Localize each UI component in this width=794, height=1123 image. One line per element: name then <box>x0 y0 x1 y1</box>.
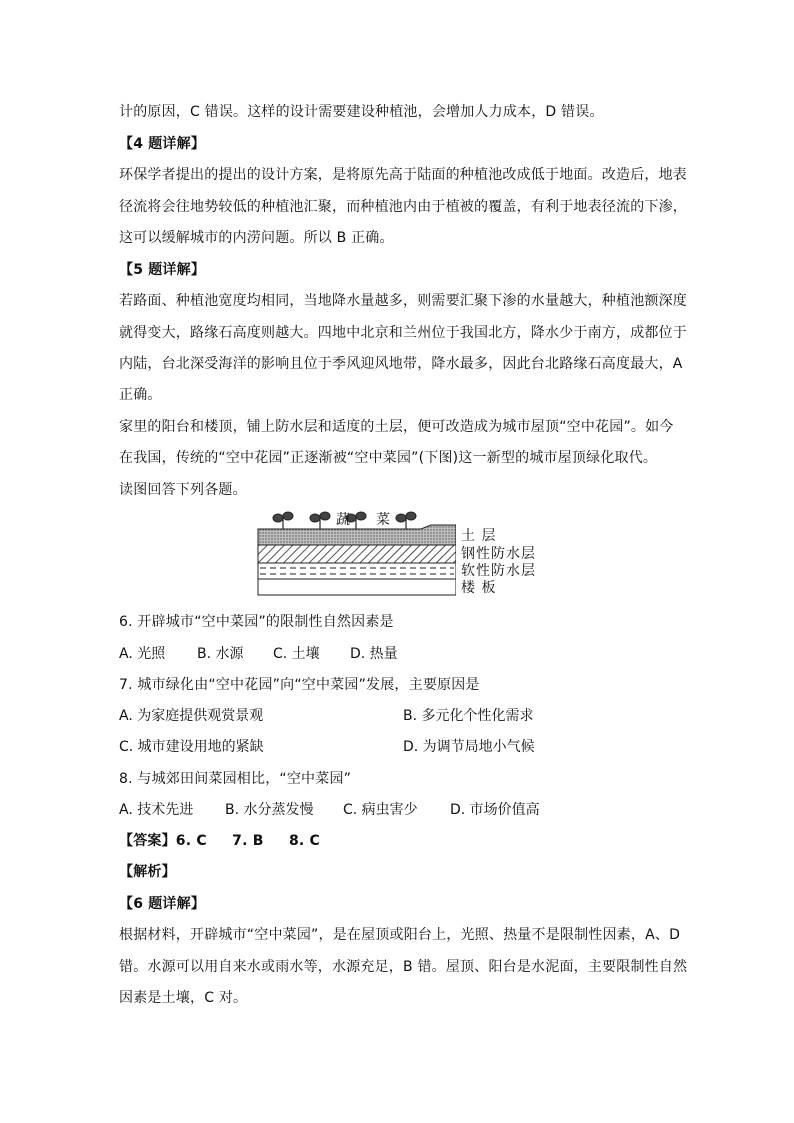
option-6d: D. 热量 <box>350 646 398 662</box>
paragraph-line: 错。水源可以用自来水或雨水等，水源充足，B 错。屋顶、阳台是水泥面，主要限制性自然 <box>119 959 688 975</box>
plant-icon <box>396 512 416 529</box>
rigid-waterproof-layer <box>258 545 456 563</box>
paragraph-line: 在我国，传统的“空中花园”正逐渐被“空中菜园”(下图)这一新型的城市屋顶绿化取代。 <box>119 450 658 466</box>
option-7b: B. 多元化个性化需求 <box>403 708 534 724</box>
layer-label-rigid: 钢性防水层 <box>461 546 536 562</box>
analysis-heading: 【解析】 <box>119 864 176 880</box>
paragraph-line: 若路面、种植池宽度均相同，当地降水量越多，则需要汇聚下渗的水量越大，种植池额深度 <box>119 293 687 309</box>
soil-layer <box>258 525 456 545</box>
veg-label: 蔬 <box>336 512 350 528</box>
paragraph-line: 计的原因，C 错误。这样的设计需要建设种植池，会增加人力成本，D 错误。 <box>119 104 604 120</box>
layer-label-soft: 软性防水层 <box>461 563 536 579</box>
option-8b: B. 水分蒸发慢 <box>225 802 314 818</box>
floor-slab-layer <box>258 579 456 595</box>
paragraph-line: 正确。 <box>119 387 162 403</box>
rooftop-garden-figure <box>256 505 538 597</box>
paragraph-line: 内陆，台北深受海洋的影响且位于季风迎风地带，降水最多，因此台北路缘石高度最大，A <box>119 356 683 372</box>
option-8d: D. 市场价值高 <box>450 802 540 818</box>
paragraph-line: 这可以缓解城市的内涝问题。所以 B 正确。 <box>119 230 394 246</box>
option-8a: A. 技术先进 <box>119 802 194 818</box>
paragraph-line: 就得变大，路缘石高度则越大。四地中北京和兰州位于我国北方，降水少于南方，成都位于 <box>119 325 687 341</box>
paragraph-line: 根据材料，开辟城市“空中菜园”，是在屋顶或阳台上，光照、热量不是限制性因素，A、D <box>119 927 681 943</box>
plant-icon <box>273 512 293 529</box>
section-heading-q6: 【6 题详解】 <box>119 896 206 912</box>
veg-label: 菜 <box>376 512 390 528</box>
layer-label-slab: 楼 板 <box>461 580 497 596</box>
paragraph-line: 径流将会往地势较低的种植池汇聚，而种植池内由于植被的覆盖，有利于地表径流的下渗， <box>119 199 687 215</box>
layer-diagram <box>256 505 456 597</box>
paragraph-line: 家里的阳台和楼顶，铺上防水层和适度的土层，便可改造成为城市屋顶“空中花园”。如今 <box>119 419 674 435</box>
option-6a: A. 光照 <box>119 646 166 662</box>
option-8c: C. 病虫害少 <box>343 802 418 818</box>
section-heading-q4: 【4 题详解】 <box>119 136 206 152</box>
answer-key: 【答案】6. C 7. B 8. C <box>119 833 320 849</box>
question-8: 8. 与城郊田间菜园相比，“空中菜园” <box>119 771 352 787</box>
paragraph-line: 环保学者提出的提出的设计方案，是将原先高于陆面的种植池改成低于地面。改造后，地表 <box>119 167 687 183</box>
layer-label-soil: 土 层 <box>461 528 497 544</box>
section-heading-q5: 【5 题详解】 <box>119 262 206 278</box>
question-7: 7. 城市绿化由“空中花园”向“空中菜园”发展，主要原因是 <box>119 677 480 693</box>
option-7a: A. 为家庭提供观赏景观 <box>119 708 264 724</box>
option-7c: C. 城市建设用地的紧缺 <box>119 739 264 755</box>
paragraph-line: 读图回答下列各题。 <box>119 482 247 498</box>
paragraph-line: 因素是土壤，C 对。 <box>119 990 248 1006</box>
soft-waterproof-layer <box>258 563 456 579</box>
option-6c: C. 土壤 <box>273 646 320 662</box>
option-6b: B. 水源 <box>197 646 244 662</box>
plant-icon <box>310 512 330 529</box>
question-6: 6. 开辟城市“空中菜园”的限制性自然因素是 <box>119 614 394 630</box>
option-7d: D. 为调节局地小气候 <box>403 739 535 755</box>
